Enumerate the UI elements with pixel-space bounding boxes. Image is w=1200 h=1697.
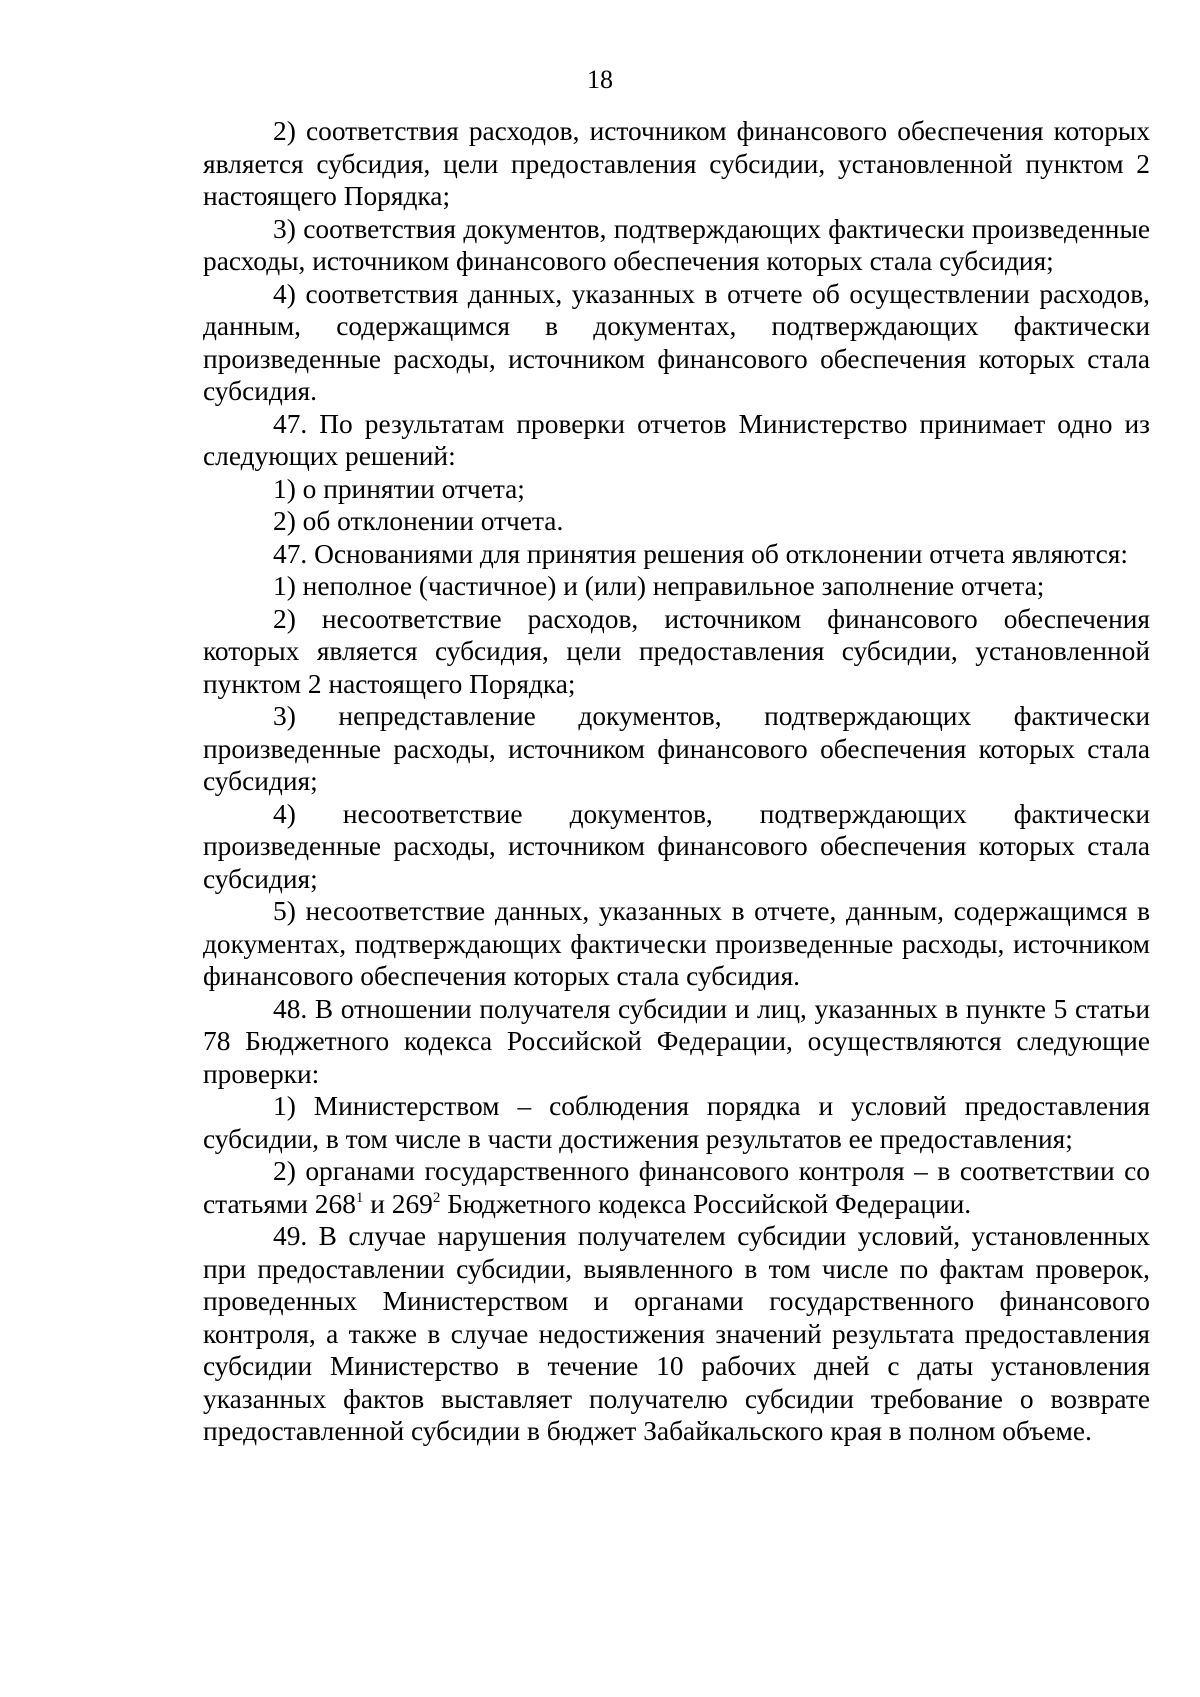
paragraph-inspection-financial-control bbox=[203, 1155, 1150, 1220]
paragraph-3-documents-compliance: 3) соответствия документов, подтверждающих фактически произведенные расходы, источником финансового обеспечения которых стала субсидия; bbox=[203, 213, 1150, 276]
paragraph-48-inspections: 48. В отношении получателя субсидии и лиц, указанных в пункте 5 статьи 78 Бюджетного кодекса Российской Федерации, осуществляются следующие проверки: bbox=[203, 993, 1150, 1089]
paragraph-4-data-compliance: 4) соответствия данных, указанных в отчете об осуществлении расходов, данным, содержащимся в документах, подтверждающих фактически произведенные расходы, источником финансового обеспечения которых стала субсидия. bbox=[203, 278, 1150, 406]
paragraph-ground-1: 1) неполное (частичное) и (или) неправильное заполнение отчета; bbox=[273, 571, 1045, 601]
paragraph-decision-reject: 2) об отклонении отчета. bbox=[273, 506, 564, 536]
paragraph-ground-3: 3) непредставление документов, подтверждающих фактически произведенные расходы, источником финансового обеспечения которых стала субсидия; bbox=[203, 701, 1150, 796]
paragraph-ground-5: 5) несоответствие данных, указанных в отчете, данным, содержащимся в документах, подтверждающих фактически произведенные расходы, источником финансового обеспечения которых стала субсидия. bbox=[203, 896, 1150, 991]
inspection-text-part-2: и 269 bbox=[363, 1188, 433, 1219]
superscript-1: 1 bbox=[355, 1189, 364, 1206]
inspection-text-part-1: 2) органами государственного финансового контроля – в соответствии со статьями 268 bbox=[203, 1156, 1150, 1219]
document-body bbox=[203, 115, 1150, 1448]
page-number: 18 bbox=[587, 65, 613, 94]
superscript-2: 2 bbox=[432, 1189, 441, 1206]
paragraph-inspection-ministry: 1) Министерством – соблюдения порядка и условий предоставления субсидии, в том числе в части достижения результатов ее предоставления; bbox=[203, 1091, 1150, 1154]
paragraph-decision-accept: 1) о принятии отчета; bbox=[273, 473, 525, 504]
paragraph-2-expenses-compliance: 2) соответствия расходов, источником финансового обеспечения которых является субсидия, цели предоставления субсидии, установленной пунктом 2 настоящего Порядка; bbox=[203, 116, 1150, 211]
paragraph-49-refund-requirement: 49. В случае нарушения получателем субсидии условий, установленных при предоставлении субсидии, выявленного в том числе по фактам проверок, проведенных Министерством и органами государственного финансового контроля, а также в случае недостижения значений результата предоставления субсидии Министерство в течение 10 рабочих дней с даты установления указанных фактов выставляет получателю субсидии требование о возврате предоставленной субсидии в бюджет Забайкальского края в полном объеме. bbox=[203, 1221, 1150, 1446]
paragraph-47-decisions: 47. По результатам проверки отчетов Министерство принимает одно из следующих решений: bbox=[203, 408, 1150, 471]
paragraph-ground-2: 2) несоответствие расходов, источником финансового обеспечения которых является субсидия, цели предоставления субсидии, установленной пунктом 2 настоящего Порядка; bbox=[203, 603, 1150, 699]
paragraph-47-rejection-grounds: 47. Основаниями для принятия решения об отклонении отчета являются: bbox=[273, 538, 1128, 569]
inspection-text-part-3: Бюджетного кодекса Российской Федерации. bbox=[440, 1188, 972, 1219]
paragraph-ground-4: 4) несоответствие документов, подтверждающих фактически произведенные расходы, источником финансового обеспечения которых стала субсидия; bbox=[203, 798, 1150, 894]
